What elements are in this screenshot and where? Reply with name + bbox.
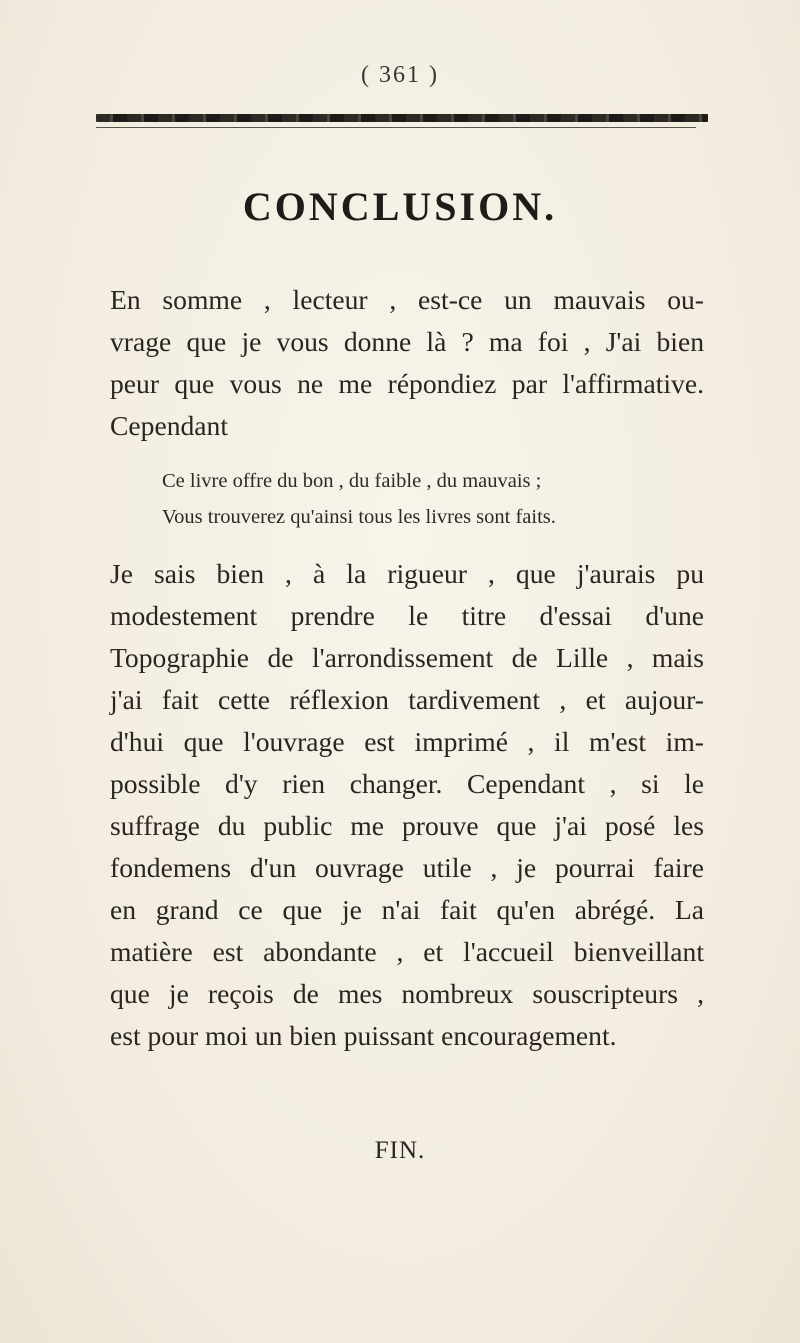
paragraph-line: est pour moi un bien puissant encouragement. xyxy=(110,1020,617,1051)
paragraph-line: En somme , lecteur , est-ce un mauvais ou- xyxy=(110,284,704,315)
paragraph-line: possible d'y rien changer. Cependant , si le xyxy=(110,768,704,799)
paragraph-line: suffrage du public me prouve que j'ai posé les xyxy=(110,810,704,841)
paragraph-line: en grand ce que je n'ai fait qu'en abrégé. La xyxy=(110,894,704,925)
paragraph-2 xyxy=(110,553,704,1057)
verse-quote xyxy=(162,463,642,535)
paragraph-line: Je sais bien , à la rigueur , que j'aurais pu xyxy=(110,558,704,589)
paragraph-line: matière est abondante , et l'accueil bienveillant xyxy=(110,936,704,967)
paragraph-line: que je reçois de mes nombreux souscripteurs , xyxy=(110,978,704,1009)
paragraph-line: d'hui que l'ouvrage est imprimé , il m'est im- xyxy=(110,726,704,757)
page-number: ( 361 ) xyxy=(361,62,439,88)
paragraph-line: peur que vous ne me répondiez par l'affirmative. xyxy=(110,368,704,399)
paragraph-line: vrage que je vous donne là ? ma foi , J'ai bien xyxy=(110,326,704,357)
paragraph-line: Topographie de l'arrondissement de Lille , mais xyxy=(110,642,704,673)
end-mark: FIN. xyxy=(374,1137,426,1164)
thin-rule xyxy=(96,127,696,128)
paragraph-1 xyxy=(110,279,704,447)
paragraph-line: Cependant xyxy=(110,410,229,441)
quote-line: Ce livre offre du bon , du faible , du mauvais ; xyxy=(162,470,542,492)
ornamental-rule xyxy=(96,114,708,122)
paragraph-line: fondemens d'un ouvrage utile , je pourrai faire xyxy=(110,852,704,883)
paragraph-line: j'ai fait cette réflexion tardivement , et aujour- xyxy=(110,684,704,715)
chapter-heading: CONCLUSION. xyxy=(242,184,558,229)
quote-line: Vous trouverez qu'ainsi tous les livres sont faits. xyxy=(162,506,556,528)
paragraph-line: modestement prendre le titre d'essai d'une xyxy=(110,600,704,631)
